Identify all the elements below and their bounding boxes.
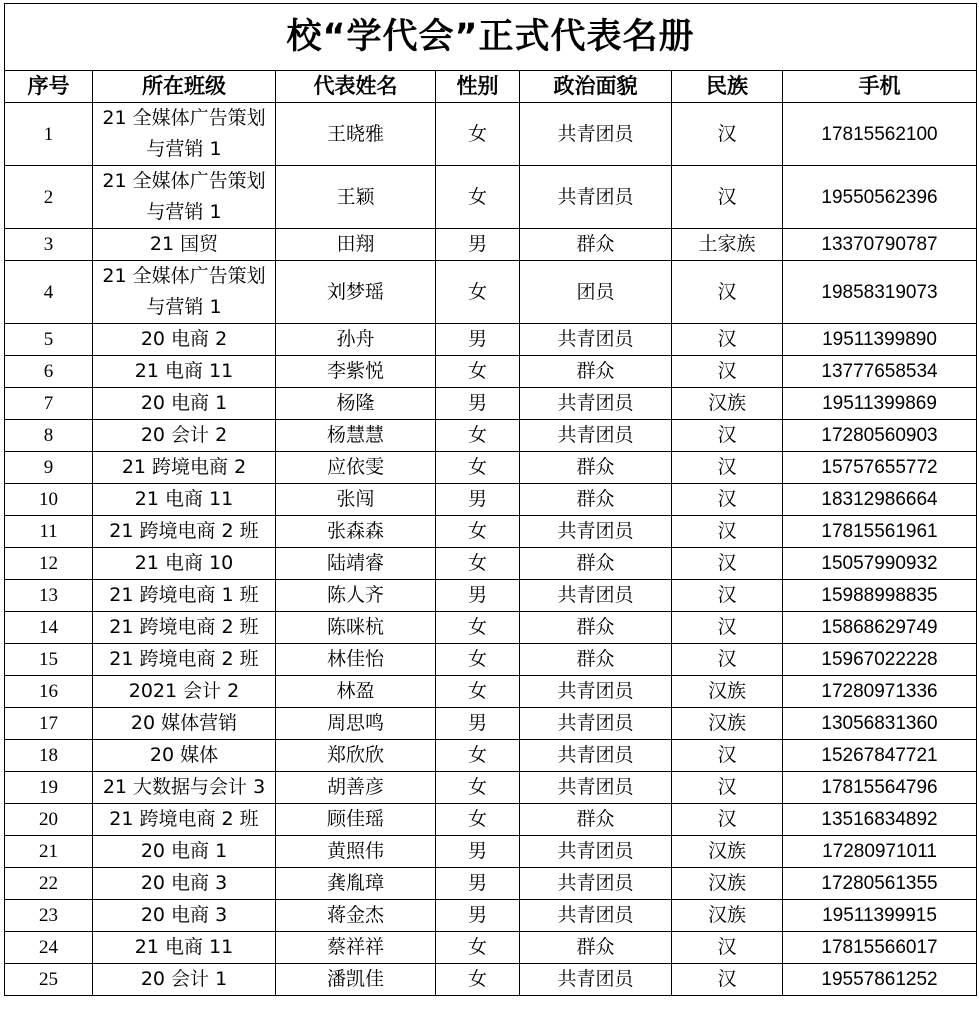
cell-gender: 男 [436, 708, 520, 740]
cell-phone: 17280561355 [783, 868, 977, 900]
table-row [5, 452, 977, 484]
cell-gender: 女 [436, 932, 520, 964]
cell-index: 21 [5, 836, 93, 868]
cell-phone: 19858319073 [783, 261, 977, 324]
table-row [5, 964, 977, 996]
cell-name: 胡善彦 [276, 772, 436, 804]
cell-ethnicity: 汉 [672, 261, 783, 324]
cell-phone: 15868629749 [783, 612, 977, 644]
column-header-name: 代表姓名 [276, 71, 436, 103]
cell-class: 20 电商 2 [93, 324, 276, 356]
cell-class: 21 电商 11 [93, 484, 276, 516]
cell-gender: 女 [436, 356, 520, 388]
cell-ethnicity: 汉 [672, 804, 783, 836]
cell-political-status: 共青团员 [520, 580, 672, 612]
cell-index: 6 [5, 356, 93, 388]
cell-phone: 15967022228 [783, 644, 977, 676]
cell-index: 8 [5, 420, 93, 452]
cell-name: 应依雯 [276, 452, 436, 484]
cell-class: 21 国贸 [93, 229, 276, 261]
cell-gender: 男 [436, 836, 520, 868]
table-row [5, 772, 977, 804]
table-row [5, 708, 977, 740]
cell-index: 1 [5, 103, 93, 166]
cell-political-status: 共青团员 [520, 166, 672, 229]
table-row [5, 324, 977, 356]
cell-class: 20 电商 3 [93, 868, 276, 900]
cell-ethnicity: 汉 [672, 932, 783, 964]
cell-name: 蔡祥祥 [276, 932, 436, 964]
table-row [5, 229, 977, 261]
cell-ethnicity: 汉 [672, 324, 783, 356]
cell-phone: 13516834892 [783, 804, 977, 836]
cell-index: 16 [5, 676, 93, 708]
cell-gender: 女 [436, 103, 520, 166]
cell-political-status: 群众 [520, 612, 672, 644]
roster-table [4, 3, 977, 996]
cell-index: 17 [5, 708, 93, 740]
cell-political-status: 共青团员 [520, 772, 672, 804]
table-row [5, 420, 977, 452]
cell-class: 21 电商 11 [93, 356, 276, 388]
cell-political-status: 共青团员 [520, 836, 672, 868]
cell-gender: 女 [436, 964, 520, 996]
cell-ethnicity: 土家族 [672, 229, 783, 261]
cell-class: 20 会计 2 [93, 420, 276, 452]
cell-ethnicity: 汉 [672, 103, 783, 166]
table-row [5, 356, 977, 388]
cell-ethnicity: 汉 [672, 420, 783, 452]
cell-ethnicity: 汉 [672, 484, 783, 516]
table-row [5, 388, 977, 420]
cell-political-status: 群众 [520, 548, 672, 580]
cell-name: 张闯 [276, 484, 436, 516]
cell-gender: 女 [436, 772, 520, 804]
cell-index: 18 [5, 740, 93, 772]
cell-class: 21 跨境电商 2 班 [93, 804, 276, 836]
cell-phone: 18312986664 [783, 484, 977, 516]
column-header-ethnicity: 民族 [672, 71, 783, 103]
cell-gender: 男 [436, 868, 520, 900]
cell-ethnicity: 汉族 [672, 388, 783, 420]
cell-name: 田翔 [276, 229, 436, 261]
cell-class: 2021 会计 2 [93, 676, 276, 708]
table-row [5, 484, 977, 516]
table-row [5, 644, 977, 676]
cell-name: 周思鸣 [276, 708, 436, 740]
cell-ethnicity: 汉 [672, 644, 783, 676]
table-row [5, 900, 977, 932]
cell-name: 王晓雅 [276, 103, 436, 166]
cell-gender: 男 [436, 900, 520, 932]
cell-political-status: 群众 [520, 356, 672, 388]
cell-political-status: 群众 [520, 804, 672, 836]
cell-index: 25 [5, 964, 93, 996]
table-row [5, 516, 977, 548]
cell-name: 王颖 [276, 166, 436, 229]
cell-political-status: 共青团员 [520, 868, 672, 900]
cell-name: 张森森 [276, 516, 436, 548]
cell-phone: 13777658534 [783, 356, 977, 388]
table-row [5, 836, 977, 868]
column-header-gender: 性别 [436, 71, 520, 103]
cell-name: 孙舟 [276, 324, 436, 356]
cell-index: 12 [5, 548, 93, 580]
cell-political-status: 共青团员 [520, 964, 672, 996]
cell-phone: 19511399915 [783, 900, 977, 932]
cell-phone: 15267847721 [783, 740, 977, 772]
column-header-class: 所在班级 [93, 71, 276, 103]
cell-ethnicity: 汉族 [672, 836, 783, 868]
cell-index: 2 [5, 166, 93, 229]
table-row [5, 740, 977, 772]
cell-index: 22 [5, 868, 93, 900]
page-title: 校“学代会”正式代表名册 [5, 4, 977, 71]
cell-class: 21 跨境电商 2 班 [93, 644, 276, 676]
cell-phone: 19557861252 [783, 964, 977, 996]
cell-name: 杨慧慧 [276, 420, 436, 452]
cell-phone: 17280560903 [783, 420, 977, 452]
cell-political-status: 群众 [520, 484, 672, 516]
cell-index: 9 [5, 452, 93, 484]
cell-phone: 19550562396 [783, 166, 977, 229]
cell-ethnicity: 汉 [672, 452, 783, 484]
cell-index: 4 [5, 261, 93, 324]
cell-gender: 女 [436, 676, 520, 708]
cell-gender: 男 [436, 484, 520, 516]
column-header-political-status: 政治面貌 [520, 71, 672, 103]
cell-gender: 女 [436, 740, 520, 772]
cell-class: 21 电商 11 [93, 932, 276, 964]
cell-phone: 17815566017 [783, 932, 977, 964]
table-row [5, 868, 977, 900]
table-row [5, 612, 977, 644]
table-body [5, 103, 977, 996]
cell-phone: 17815562100 [783, 103, 977, 166]
cell-ethnicity: 汉 [672, 772, 783, 804]
cell-phone: 17815564796 [783, 772, 977, 804]
cell-gender: 男 [436, 388, 520, 420]
cell-ethnicity: 汉族 [672, 900, 783, 932]
cell-phone: 15757655772 [783, 452, 977, 484]
cell-gender: 女 [436, 452, 520, 484]
cell-ethnicity: 汉族 [672, 676, 783, 708]
cell-ethnicity: 汉 [672, 580, 783, 612]
cell-gender: 女 [436, 420, 520, 452]
cell-class: 20 电商 1 [93, 836, 276, 868]
cell-political-status: 共青团员 [520, 103, 672, 166]
cell-name: 刘梦瑶 [276, 261, 436, 324]
cell-index: 15 [5, 644, 93, 676]
cell-political-status: 共青团员 [520, 740, 672, 772]
cell-name: 林盈 [276, 676, 436, 708]
cell-class: 21 跨境电商 1 班 [93, 580, 276, 612]
cell-name: 龚胤璋 [276, 868, 436, 900]
cell-political-status: 群众 [520, 229, 672, 261]
cell-class: 21 大数据与会计 3 [93, 772, 276, 804]
cell-class: 21 电商 10 [93, 548, 276, 580]
cell-political-status: 共青团员 [520, 516, 672, 548]
cell-political-status: 团员 [520, 261, 672, 324]
cell-class: 21 全媒体广告策划与营销 1 [93, 103, 276, 166]
cell-class: 20 会计 1 [93, 964, 276, 996]
cell-ethnicity: 汉 [672, 740, 783, 772]
cell-index: 3 [5, 229, 93, 261]
cell-name: 郑欣欣 [276, 740, 436, 772]
table-row [5, 932, 977, 964]
cell-ethnicity: 汉 [672, 612, 783, 644]
cell-name: 潘凯佳 [276, 964, 436, 996]
cell-index: 19 [5, 772, 93, 804]
cell-ethnicity: 汉族 [672, 868, 783, 900]
cell-political-status: 共青团员 [520, 388, 672, 420]
cell-index: 20 [5, 804, 93, 836]
column-header-index: 序号 [5, 71, 93, 103]
cell-phone: 13370790787 [783, 229, 977, 261]
cell-phone: 17815561961 [783, 516, 977, 548]
cell-index: 24 [5, 932, 93, 964]
cell-index: 11 [5, 516, 93, 548]
cell-gender: 女 [436, 644, 520, 676]
cell-class: 21 全媒体广告策划与营销 1 [93, 261, 276, 324]
cell-political-status: 共青团员 [520, 420, 672, 452]
cell-political-status: 共青团员 [520, 676, 672, 708]
cell-gender: 男 [436, 324, 520, 356]
cell-name: 蒋金杰 [276, 900, 436, 932]
cell-gender: 女 [436, 166, 520, 229]
cell-class: 21 跨境电商 2 [93, 452, 276, 484]
header-row [5, 71, 977, 103]
cell-class: 20 电商 1 [93, 388, 276, 420]
cell-ethnicity: 汉 [672, 356, 783, 388]
table-row [5, 804, 977, 836]
cell-name: 黄照伟 [276, 836, 436, 868]
cell-phone: 17280971011 [783, 836, 977, 868]
table-row [5, 166, 977, 229]
cell-index: 23 [5, 900, 93, 932]
cell-index: 5 [5, 324, 93, 356]
cell-name: 陈人齐 [276, 580, 436, 612]
cell-name: 杨隆 [276, 388, 436, 420]
table-row [5, 261, 977, 324]
cell-name: 顾佳瑶 [276, 804, 436, 836]
cell-phone: 15988998835 [783, 580, 977, 612]
cell-class: 20 电商 3 [93, 900, 276, 932]
cell-ethnicity: 汉 [672, 548, 783, 580]
cell-gender: 女 [436, 612, 520, 644]
cell-phone: 17280971336 [783, 676, 977, 708]
cell-class: 21 跨境电商 2 班 [93, 612, 276, 644]
cell-class: 20 媒体营销 [93, 708, 276, 740]
cell-ethnicity: 汉 [672, 964, 783, 996]
cell-name: 林佳怡 [276, 644, 436, 676]
cell-political-status: 群众 [520, 932, 672, 964]
table-row [5, 548, 977, 580]
cell-political-status: 群众 [520, 644, 672, 676]
cell-index: 13 [5, 580, 93, 612]
cell-ethnicity: 汉族 [672, 708, 783, 740]
cell-gender: 女 [436, 804, 520, 836]
table-row [5, 676, 977, 708]
cell-phone: 13056831360 [783, 708, 977, 740]
cell-name: 陆靖睿 [276, 548, 436, 580]
table-row [5, 103, 977, 166]
cell-gender: 女 [436, 261, 520, 324]
cell-political-status: 共青团员 [520, 708, 672, 740]
cell-political-status: 共青团员 [520, 900, 672, 932]
cell-political-status: 共青团员 [520, 324, 672, 356]
cell-class: 21 全媒体广告策划与营销 1 [93, 166, 276, 229]
cell-class: 20 媒体 [93, 740, 276, 772]
cell-name: 陈咪杭 [276, 612, 436, 644]
cell-phone: 19511399869 [783, 388, 977, 420]
cell-phone: 15057990932 [783, 548, 977, 580]
cell-class: 21 跨境电商 2 班 [93, 516, 276, 548]
cell-index: 14 [5, 612, 93, 644]
cell-gender: 男 [436, 580, 520, 612]
cell-political-status: 群众 [520, 452, 672, 484]
cell-gender: 女 [436, 548, 520, 580]
cell-ethnicity: 汉 [672, 516, 783, 548]
cell-ethnicity: 汉 [672, 166, 783, 229]
cell-gender: 女 [436, 516, 520, 548]
cell-index: 7 [5, 388, 93, 420]
cell-phone: 19511399890 [783, 324, 977, 356]
cell-index: 10 [5, 484, 93, 516]
table-row [5, 580, 977, 612]
cell-gender: 男 [436, 229, 520, 261]
column-header-phone: 手机 [783, 71, 977, 103]
cell-name: 李紫悦 [276, 356, 436, 388]
